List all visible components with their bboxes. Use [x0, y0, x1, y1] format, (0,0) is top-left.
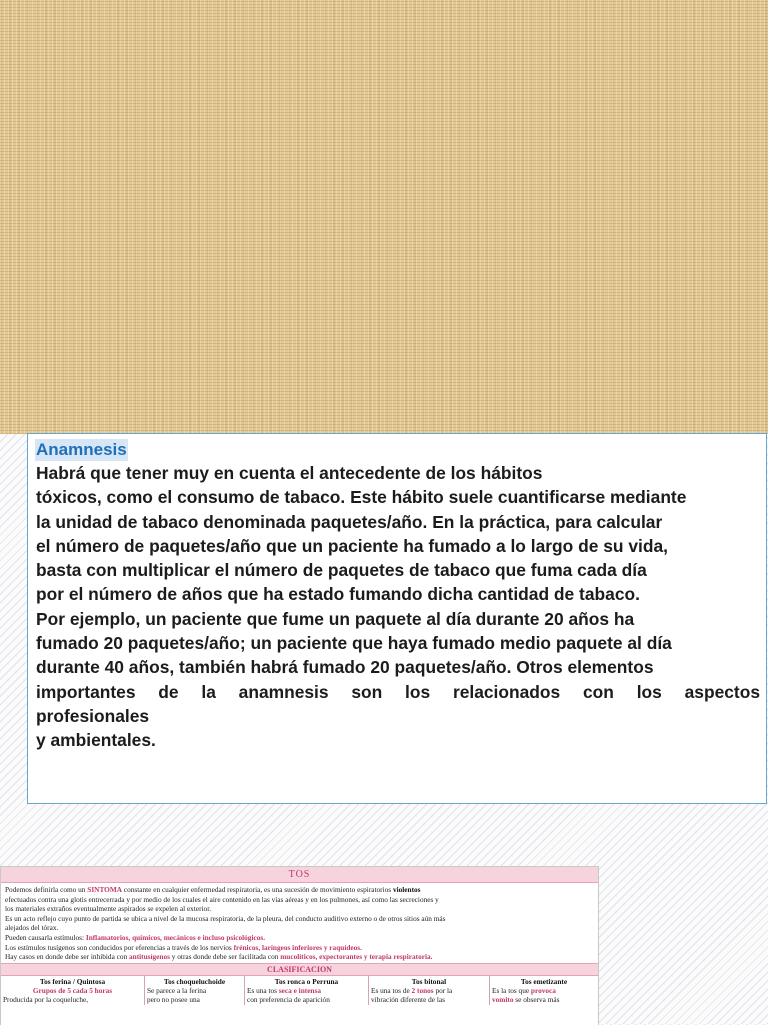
text-line: importantes de la anamnesis son los relacionados con los aspectos — [36, 681, 760, 702]
column-tos-choqueluchoide: Tos choqueluchoide Se parece a la ferina pero no posee una — [145, 976, 245, 1005]
text-line: y ambientales. — [36, 730, 156, 751]
text-line: el número de paquetes/año que un paciente ha fumado a lo largo de su vida, — [36, 535, 668, 556]
intro-line: Hay casos en donde debe ser inhibida con antitusígenos y otras donde debe ser facilitada con mucolíticos, expectorantes y terapia respiratoria. — [5, 952, 433, 962]
intro-line: alejados del tórax. — [5, 923, 59, 933]
text-line: Habrá que tener muy en cuenta el antecedente de los hábitos — [36, 463, 543, 483]
section-heading: Anamnesis — [36, 440, 127, 459]
text-line: durante 40 años, también habrá fumado 20 paquetes/año. Otros elementos — [36, 657, 654, 678]
column-tos-ferina: Tos ferina / Quintosa Grupos de 5 cada 5 horas Producida por la coqueluche, — [1, 976, 145, 1005]
column-tos-bitonal: Tos bitonal Es una tos de 2 tonos por la vibración diferente de las — [369, 976, 490, 1005]
intro-line: efectuados contra una glotis entrecerrada y por medio de los cuales el aire contenido en las vías aéreas y en los pulmones, así como las secreciones y — [5, 894, 439, 904]
text-line: por el número de años que ha estado fumando dicha cantidad de tabaco. — [36, 584, 640, 605]
text-line: Por ejemplo, un paciente que fume un paquete al día durante 20 años ha — [36, 608, 635, 629]
burlap-background — [0, 0, 768, 434]
text-line: la unidad de tabaco denominada paquetes/año. En la práctica, para calcular — [36, 511, 663, 532]
table-intro — [1, 883, 598, 963]
column-tos-emetizante: Tos emetizante Es la tos que provoca vomito se observa más — [492, 976, 568, 1004]
text-line: profesionales — [36, 705, 150, 726]
intro-line: los materiales extraños eventualmente aspirados se expelen al exterior. — [5, 904, 212, 914]
intro-line: Es un acto reflejo cuyo punto de partida se ubica a nivel de la mucosa respiratoria, de la pleura, del conducto auditivo externo o de otros sitios aún más — [5, 913, 446, 923]
intro-line: Podemos definirla como un SINTOMA constante en cualquier enfermedad respiratoria, es una sucesión de movimiento espiratorios violentos — [5, 885, 421, 894]
text-line: basta con multiplicar el número de paquetes de tabaco que fuma cada día — [36, 560, 647, 581]
classification-columns — [1, 976, 598, 1005]
tos-reference-table — [0, 866, 599, 1025]
intro-line: Los estímulos tusígenos son conducidos por eferencias a través de los nervios frénicos, laríngeos inferiores y raquídeos. — [5, 942, 362, 952]
anamnesis-text-box — [27, 433, 767, 804]
intro-line: Pueden causarla estímulos: Inflamatorios, químicos, mecánicos e incluso psicológicos. — [5, 932, 266, 942]
text-line: fumado 20 paquetes/año; un paciente que haya fumado medio paquete al día — [36, 633, 672, 654]
text-line: tóxicos, como el consumo de tabaco. Este hábito suele cuantificarse mediante — [36, 487, 687, 508]
anamnesis-paragraph — [34, 461, 760, 753]
classification-header: CLASIFICACION — [1, 963, 598, 976]
table-title: TOS — [1, 867, 598, 883]
column-tos-ronca: Tos ronca o Perruna Es una tos seca e intensa con preferencia de aparición — [245, 976, 369, 1005]
